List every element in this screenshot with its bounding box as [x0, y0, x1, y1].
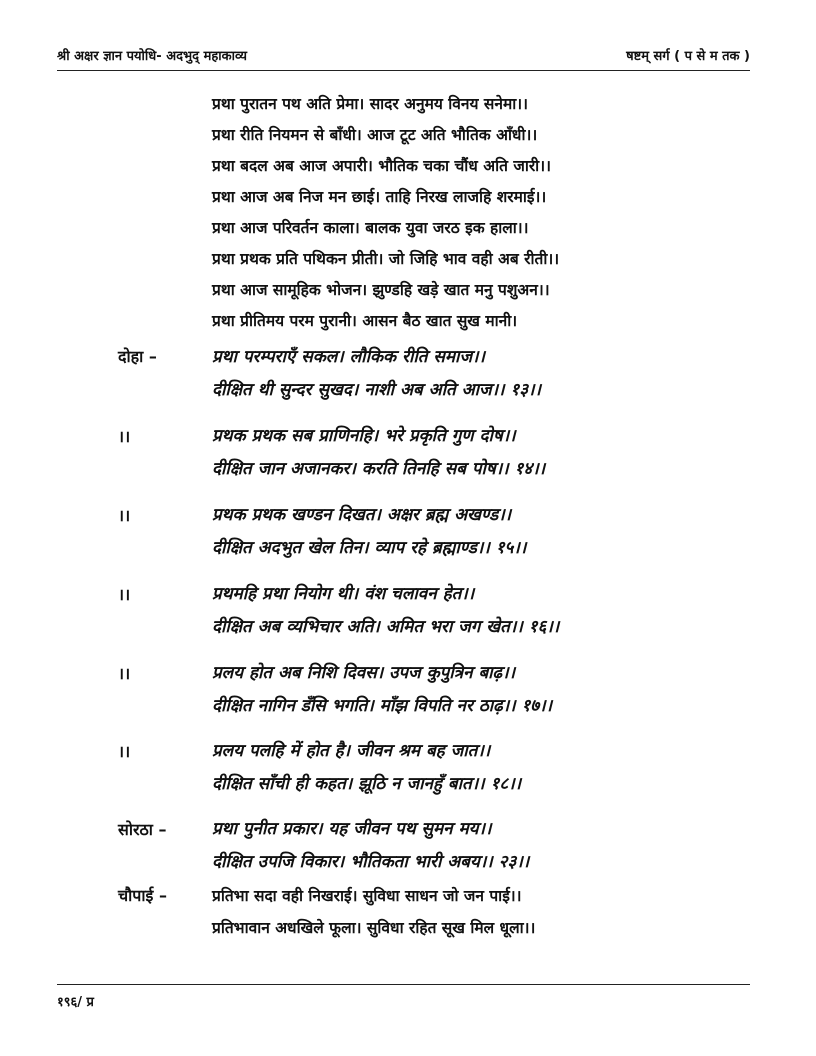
doha-line-2: दीक्षित उपजि विकार। भौतिकता भारी अबय।। २३।।	[212, 852, 530, 872]
header-book-title: श्री अक्षर ज्ञान पयोधि- अदभुद् महाकाव्य	[57, 49, 247, 64]
verse-line: प्रतिभा सदा वही निखराई। सुविधा साधन जो जन पाई।।	[212, 887, 522, 905]
doha-line-1: प्रथमहि प्रथा नियोग थी। वंश चलावन हेत।।	[212, 584, 475, 604]
doha-line-2: दीक्षित थी सुन्दर सुखद। नाशी अब अति आज।। १३।।	[212, 380, 541, 400]
page-number: १९६/ प्र	[57, 995, 94, 1010]
stanza-label: सोरठा –	[118, 820, 167, 839]
verse-line: प्रतिभावान अधखिले फूला। सुविधा रहित सूख मिल धूला।।	[212, 919, 536, 937]
verse-line: प्रथा प्रथक प्रति पथिकन प्रीती। जो जिहि भाव वही अब रीती।।	[212, 250, 560, 268]
stanza-label: ।।	[118, 506, 131, 525]
page-header	[57, 42, 750, 71]
doha-line-1: प्रथा पुनीत प्रकार। यह जीवन पथ सुमन मय।।	[212, 819, 492, 839]
doha-line-2: दीक्षित नागिन डँसि भगति। माँझ विपति नर ठाढ़।। १७।।	[212, 696, 553, 716]
doha-line-1: प्रथा परम्पराएँ सकल। लौकिक रीति समाज।।	[212, 347, 485, 367]
doha-line-1: प्रथक प्रथक सब प्राणिनहि। भरे प्रकृति गुण दोष।।	[212, 426, 516, 446]
verse-line: प्रथा आज अब निज मन छाई। ताहि निरख लाजहि शरमाई।।	[212, 188, 547, 206]
stanza-label: ।।	[118, 742, 131, 761]
footer-divider	[57, 984, 750, 985]
stanza-label: ।।	[118, 427, 131, 446]
verse-line: प्रथा प्रीतिमय परम पुरानी। आसन बैठ खात सुख मानी।	[212, 312, 518, 330]
verse-line: प्रथा आज सामूहिक भोजन। झुण्डहि खड़े खात मनु पशुअन।।	[212, 281, 550, 299]
stanza-label: दोहा –	[118, 347, 157, 366]
stanza-label: चौपाई –	[118, 886, 167, 905]
doha-line-2: दीक्षित जान अजानकर। करति तिनहि सब पोष।। १४।।	[212, 459, 546, 479]
stanza-label: ।।	[118, 664, 131, 683]
verse-line: प्रथा आज परिवर्तन काला। बालक युवा जरठ इक हाला।।	[212, 219, 529, 237]
verse-line: प्रथा पुरातन पथ अति प्रेमा। सादर अनुमय विनय सनेमा।।	[212, 95, 528, 113]
doha-line-2: दीक्षित साँची ही कहत। झूठि न जानहुँ बात।। १८।।	[212, 774, 522, 794]
doha-line-2: दीक्षित अदभुत खेल तिन। व्याप रहे ब्रह्माण्ड।। १५।।	[212, 538, 527, 558]
header-chapter-title: षष्टम् सर्ग ( प से म तक )	[626, 49, 750, 64]
doha-line-1: प्रलय पलहि में होत है। जीवन श्रम बह जात।।	[212, 741, 491, 761]
doha-line-2: दीक्षित अब व्यभिचार अति। अमित भरा जग खेत।। १६।।	[212, 617, 560, 637]
verse-line: प्रथा बदल अब आज अपारी। भौतिक चका चौंध अति जारी।।	[212, 157, 551, 175]
doha-line-1: प्रथक प्रथक खण्डन दिखत। अक्षर ब्रह्म अखण्ड।।	[212, 505, 512, 525]
doha-line-1: प्रलय होत अब निशि दिवस। उपज कुपुत्रिन बाढ़।।	[212, 663, 516, 683]
verse-line: प्रथा रीति नियमन से बाँधी। आज टूट अति भौतिक आँधी।।	[212, 126, 538, 144]
stanza-label: ।।	[118, 585, 131, 604]
